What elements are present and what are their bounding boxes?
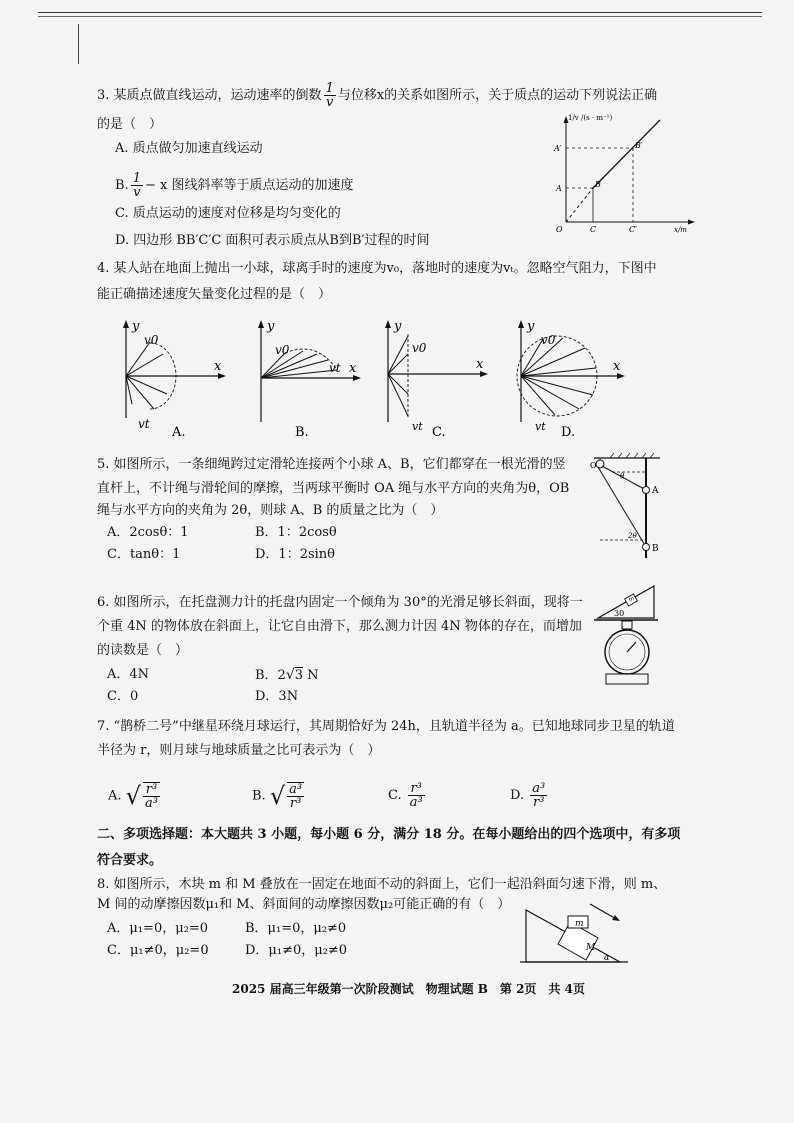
q8-option-c: C．μ₁≠0，μ₂=0 bbox=[107, 943, 209, 958]
q8-figure bbox=[520, 898, 630, 968]
q6-stem-line-1: 6. 如图所示，在托盘测力计的托盘内固定一个倾角为 30°的光滑足够长斜面，现将一 bbox=[97, 595, 583, 610]
q6-tray-stem bbox=[622, 621, 632, 629]
q7-stem-line-2: 半径为 r，则月球与地球质量之比可表示为（ ） bbox=[97, 743, 381, 758]
q4c-y-arrow bbox=[385, 320, 391, 328]
q5-label-theta: θ bbox=[620, 472, 625, 480]
q7-stem-line-1: 7. “鹊桥二号”中继星环绕月球运行，其周期恰好为 24h，且轨道半径为 a。已知地球同步卫星的轨道 bbox=[97, 719, 675, 734]
q5-ball-b bbox=[643, 544, 650, 551]
q5-figure bbox=[590, 452, 670, 562]
q3-option-c: C. 质点运动的速度对位移是均匀变化的 bbox=[115, 206, 341, 221]
q6-block-label: m bbox=[627, 594, 636, 604]
q4b-x-label: x bbox=[349, 361, 357, 376]
q4d-x-label: x bbox=[613, 359, 621, 374]
q8-stem-line-2: M 间的动摩擦因数μ₁和 M、斜面间的动摩擦因数μ₂可能正确的有（ ） bbox=[97, 897, 511, 912]
q5-option-b: B．1：2cosθ bbox=[255, 525, 337, 540]
q3-label-b-prime: B′ bbox=[635, 141, 643, 150]
q4a-y-arrow bbox=[123, 320, 129, 328]
q8-option-b: B．μ₁=0，μ₂≠0 bbox=[245, 921, 347, 936]
q5-ball-a bbox=[643, 487, 650, 494]
q8-option-d: D．μ₁≠0，μ₂≠0 bbox=[245, 943, 348, 958]
q8-label-alpha: α bbox=[604, 953, 610, 962]
q5-stem-line-1: 5. 如图所示，一条细绳跨过定滑轮连接两个小球 A、B，它们都穿在一根光滑的竖 bbox=[97, 457, 566, 472]
q4b-vt-label: vt bbox=[329, 361, 341, 375]
q4b-vectors bbox=[261, 351, 337, 378]
q4a-vt-label: vt bbox=[138, 417, 150, 431]
q4a-x-label: x bbox=[214, 359, 222, 374]
q8-option-a: A．μ₁=0，μ₂=0 bbox=[107, 921, 209, 936]
q8-stem-line-1: 8. 如图所示，木块 m 和 M 叠放在一固定在地面不动的斜面上，它们一起沿斜面匀速下滑，则 m、 bbox=[97, 877, 667, 892]
q4-figure-d bbox=[505, 318, 640, 443]
q4b-y-arrow bbox=[258, 320, 264, 328]
q3-stem-line-1: 3. 某质点做直线运动，运动速率的倒数 $\frac{1}{v}$ 与位移x的关系如图所示，关于质点的运动下列说法正确 bbox=[97, 81, 658, 110]
q4b-option-label: B. bbox=[295, 425, 309, 440]
q4d-vt-label: vt bbox=[535, 420, 546, 433]
q8-label-m: m bbox=[575, 919, 584, 929]
q4-figure-c bbox=[372, 318, 502, 443]
q5-label-o: O bbox=[590, 461, 597, 470]
q4a-option-label: A. bbox=[172, 425, 186, 440]
q4-figure-b bbox=[245, 318, 375, 443]
q4a-v0-label: v0 bbox=[144, 333, 159, 347]
q3-option-d: D. 四边形 BB′C′C 面积可表示质点从B到B′过程的时间 bbox=[115, 233, 430, 248]
page-footer: 2025 届高三年级第一次阶段测试 物理试题 B 第 2页 共 4页 bbox=[232, 982, 585, 996]
q6-option-b: B．2√3 N bbox=[255, 667, 319, 683]
q3-option-b-fraction: $\frac{1}{v}$ bbox=[132, 171, 141, 200]
q3-graph bbox=[548, 110, 698, 235]
q6-option-a: A．4N bbox=[107, 667, 150, 682]
q5-ceiling-hatch bbox=[610, 453, 654, 458]
q6-stem-line-2: 个重 4N 的物体放在斜面上，让它自由滑下，那么测力计因 4N 物体的存在，而增加 bbox=[97, 619, 582, 634]
q4b-v0-label: v0 bbox=[275, 343, 290, 357]
q4c-v0-label: v0 bbox=[412, 341, 427, 355]
q5-label-b: B bbox=[652, 544, 659, 554]
q6-pointer bbox=[627, 642, 636, 652]
top-border-line-thin bbox=[38, 16, 762, 17]
q7-option-c: C. $\frac{\text{r³}}{\text{a³}}$ bbox=[388, 781, 423, 810]
q4b-y-label: y bbox=[267, 319, 275, 334]
q3-label-b: B bbox=[595, 180, 601, 189]
q3-line bbox=[593, 120, 660, 188]
q4-figure-a bbox=[110, 318, 240, 443]
section-2-heading: 二、多项选择题：本大题共 3 小题，每小题 6 分，满分 18 分。在每小题给出的四个选项中，有多项 bbox=[97, 827, 681, 842]
q4a-vectors bbox=[126, 342, 172, 409]
q3-stem-line-2: 的是（ ） bbox=[97, 117, 163, 132]
top-border-line bbox=[38, 12, 762, 13]
q4a-y-label: y bbox=[132, 319, 140, 334]
q5-option-c: C．tanθ：1 bbox=[107, 547, 181, 562]
q4-stem-line-2: 能正确描述速度矢量变化过程的是（ ） bbox=[97, 287, 332, 302]
q3-option-b: B. $\frac{1}{v}$ − x 图线斜率等于质点运动的加速度 bbox=[115, 171, 354, 200]
q3-label-a-prime: A′ bbox=[554, 144, 562, 153]
q3-label-origin: O bbox=[556, 225, 563, 234]
q6-option-c: C．0 bbox=[107, 689, 139, 704]
q4c-vectors bbox=[388, 336, 408, 416]
q6-option-d: D．3N bbox=[255, 689, 299, 704]
section-2-heading-line-2: 符合要求。 bbox=[97, 853, 163, 868]
q4d-option-label: D. bbox=[561, 425, 576, 440]
q6-figure bbox=[592, 580, 672, 690]
q3-y-label: 1/v /(s · m⁻¹) bbox=[568, 114, 613, 122]
margin-mark bbox=[78, 24, 79, 64]
q3-label-c-prime: C′ bbox=[629, 225, 637, 234]
q4c-y-label: y bbox=[394, 319, 402, 334]
q5-label-two-theta: 2θ bbox=[628, 532, 637, 540]
q6-stem-line-3: 的读数是（ ） bbox=[97, 643, 189, 658]
q3-label-a: A bbox=[556, 184, 562, 193]
q4d-y-arrow bbox=[518, 320, 524, 328]
q6-base bbox=[606, 674, 648, 684]
q7-option-a: A. √ $\frac{\text{r³}}{\text{a³}}$ bbox=[108, 782, 158, 811]
q7-option-b: B. √ $\frac{\text{a³}}{\text{r³}}$ bbox=[252, 782, 303, 811]
q3-x-label: x/m bbox=[674, 226, 687, 234]
q4d-v0-label: v0 bbox=[541, 333, 556, 347]
q3-reciprocal-fraction: $\frac{1}{v}$ bbox=[325, 81, 334, 110]
q6-angle-label: 30 bbox=[614, 609, 625, 618]
q3-option-a: A. 质点做匀加速直线运动 bbox=[115, 141, 263, 156]
q5-label-a: A bbox=[652, 486, 659, 496]
q5-option-d: D．1：2sinθ bbox=[255, 547, 335, 562]
q5-stem-line-3: 绳与水平方向的夹角为 2θ，则球 A、B 的质量之比为（ ） bbox=[97, 503, 444, 518]
q4d-y-label: y bbox=[527, 319, 535, 334]
q4c-option-label: C. bbox=[432, 425, 446, 440]
q5-option-a: A．2cosθ：1 bbox=[107, 525, 189, 540]
q4c-vt-label: vt bbox=[412, 420, 423, 433]
q5-stem-line-2: 直杆上，不计绳与滑轮间的摩擦，当两球平衡时 OA 绳与水平方向的夹角为θ，OB bbox=[97, 481, 570, 496]
q7-option-d: D. $\frac{\text{a³}}{\text{r³}}$ bbox=[510, 781, 546, 810]
q3-label-c: C bbox=[590, 225, 597, 234]
q3-x-arrow bbox=[688, 220, 695, 225]
q3-line-dashed bbox=[566, 188, 593, 222]
q4-stem-line-1: 4. 某人站在地面上抛出一小球，球离手时的速度为v₀，落地时的速度为vₜ。忽略空气阻力，下图中 bbox=[97, 261, 657, 276]
q8-label-big-m: M bbox=[586, 943, 596, 953]
q4c-x-label: x bbox=[476, 357, 484, 372]
